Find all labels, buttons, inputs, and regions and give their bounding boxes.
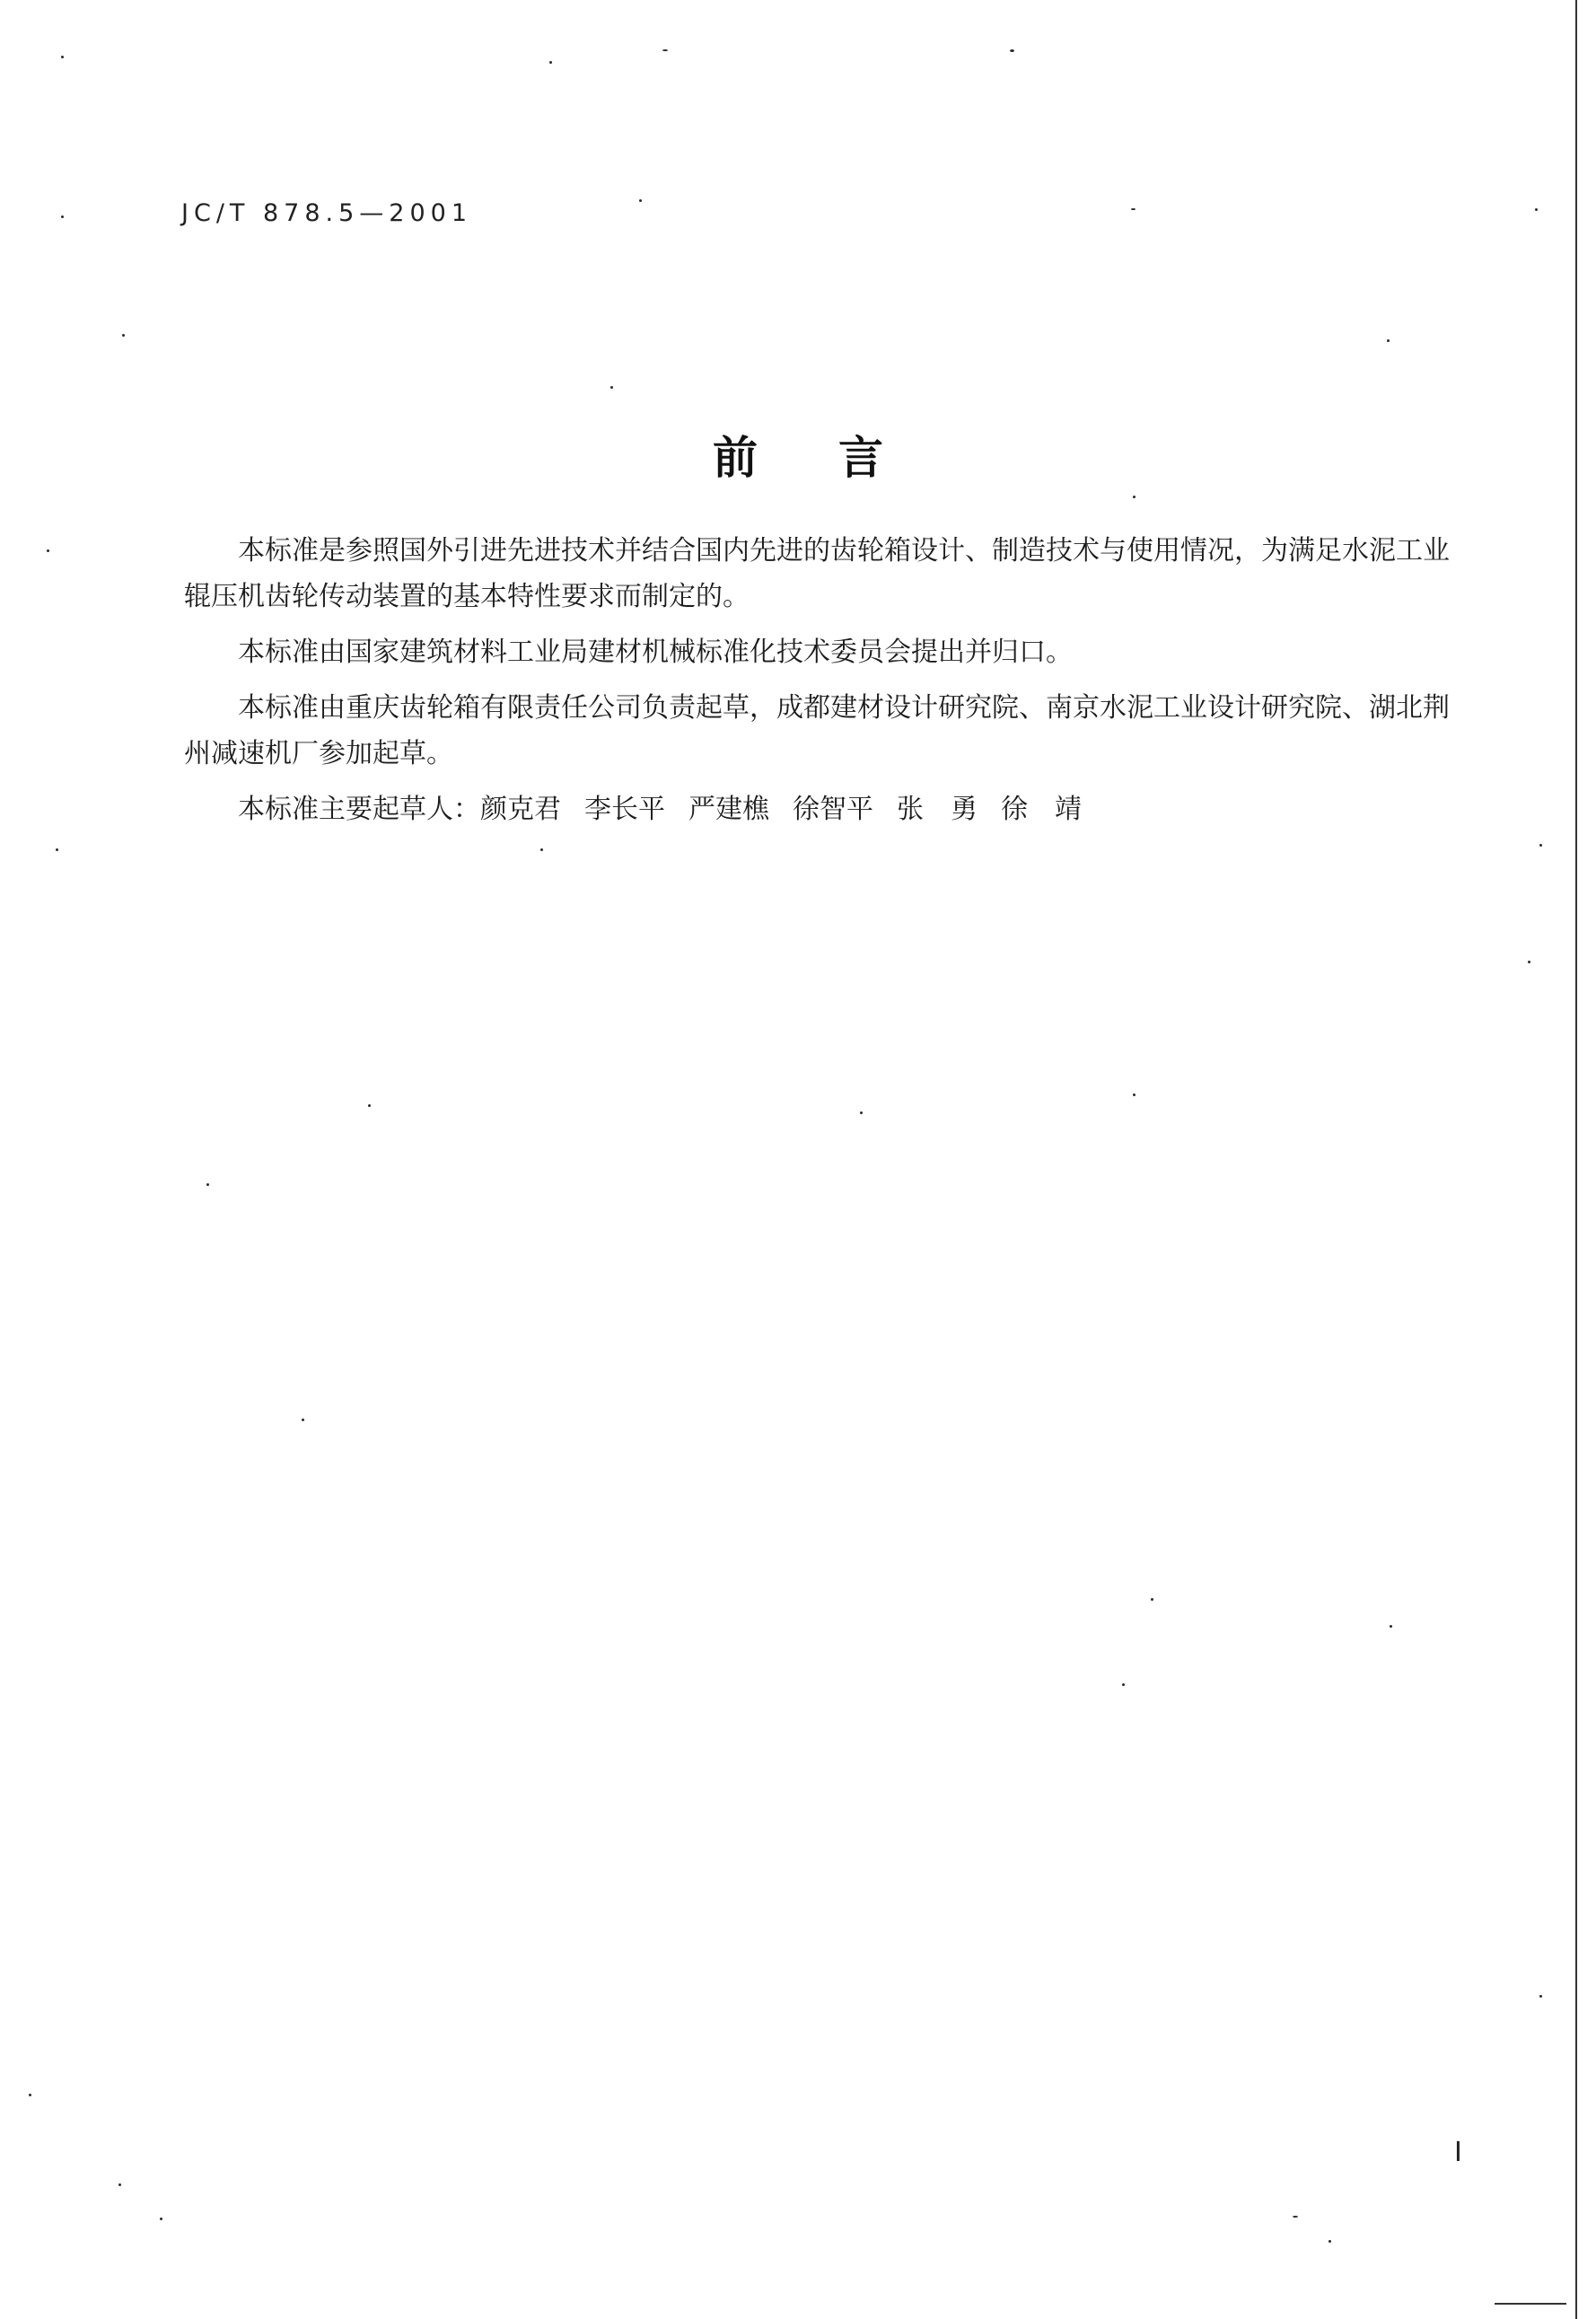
drafter-name: 颜克君 — [480, 794, 561, 825]
paragraph-drafters — [184, 786, 1468, 832]
drafters-label: 本标准主要起草人： — [238, 794, 480, 825]
paragraph-proposer: 本标准由国家建筑材料工业局建材机械标准化技术委员会提出并归口。 — [238, 637, 1073, 668]
page-number: I — [1454, 2137, 1462, 2168]
drafter-name: 李长平 — [584, 794, 665, 825]
drafter-name: 严建樵 — [688, 794, 769, 825]
drafter-name: 张 勇 — [897, 794, 978, 825]
foreword-body — [184, 528, 1468, 842]
drafter-name: 徐 靖 — [1001, 794, 1082, 825]
standard-code: JC/T 878.5—2001 — [181, 199, 472, 227]
paragraph-purpose: 本标准是参照国外引进先进技术并结合国内先进的齿轮箱设计、制造技术与使用情况，为满足水泥工业辊压机齿轮传动装置的基本特性要求而制定的。 — [184, 535, 1450, 612]
paragraph-drafting-units: 本标准由重庆齿轮箱有限责任公司负责起草，成都建材设计研究院、南京水泥工业设计研究院、湖北荆州减速机厂参加起草。 — [184, 692, 1450, 769]
drafter-name: 徐智平 — [793, 794, 873, 825]
page-title: 前言 — [713, 431, 964, 484]
